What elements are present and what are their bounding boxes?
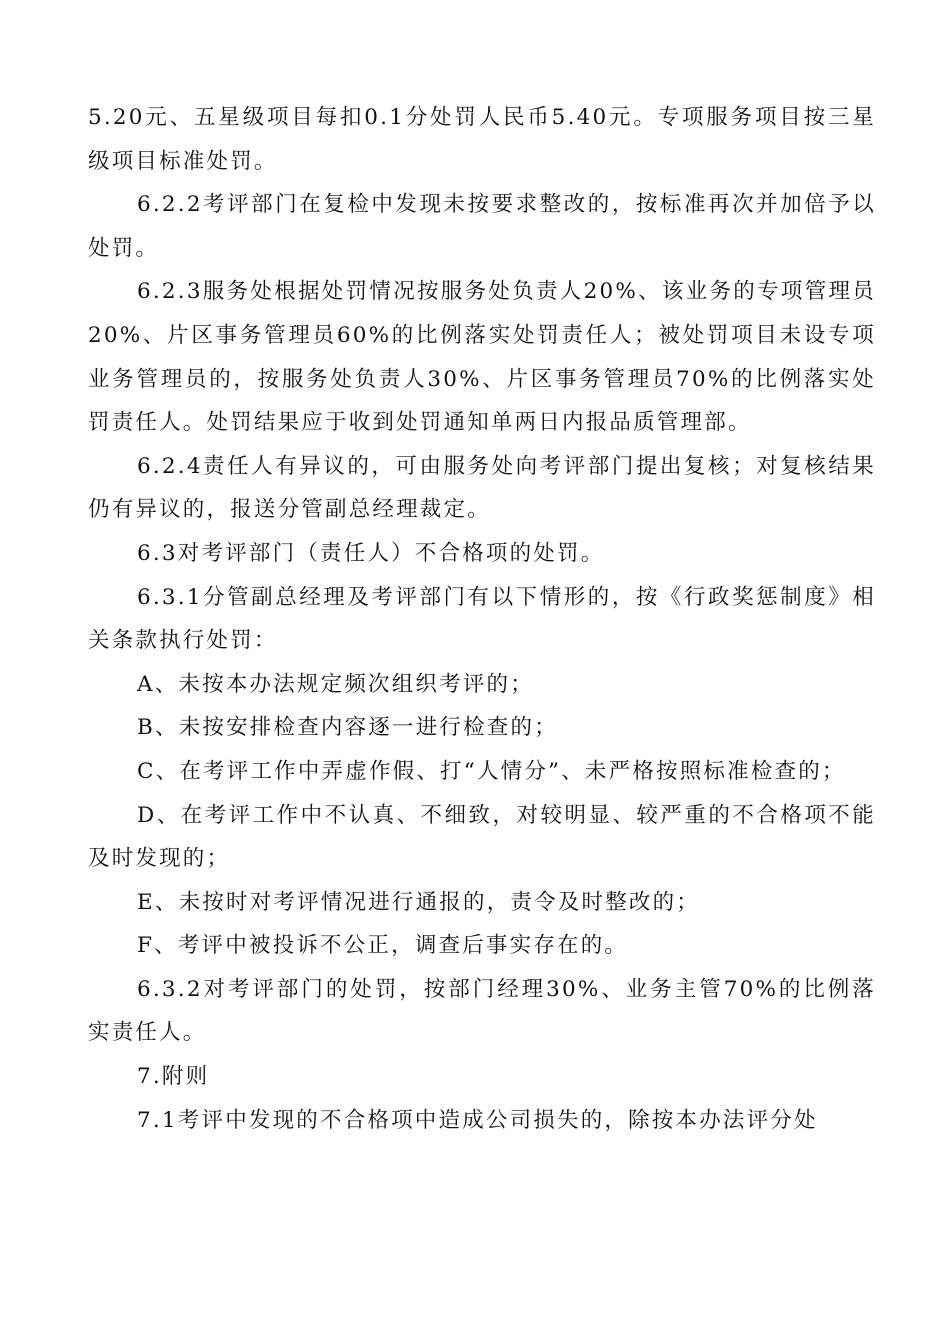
list-item-f: F、考评中被投诉不公正，调查后事实存在的。 [137,933,629,959]
paragraph-continuation: 5.20元、五星级项目每扣0.1分处罚人民币5.40元。专项服务项目按三星级项目标准处罚。 [88,105,876,174]
paragraph-6-3-2: 6.3.2对考评部门的处罚，按部门经理30%、业务主管70%的比例落实责任人。 [88,976,876,1046]
list-item-a: A、未按本办法规定频次组织考评的； [137,671,534,697]
paragraph-7-1: 7.1考评中发现的不合格项中造成公司损失的，除按本办法评分处 [137,1107,818,1133]
paragraph-6-2-4: 6.2.4责任人有异议的，可由服务处向考评部门提出复核；对复核结果仍有异议的，报送分管副总经理裁定。 [88,453,876,523]
list-item-d: D、在考评工作中不认真、不细致，对较明显、较严重的不合格项不能及时发现的； [88,802,876,872]
list-item-c: C、在考评工作中弄虚作假、打“人情分”、未严格按照标准检查的； [137,758,846,784]
document-body [88,96,876,1142]
paragraph-6-2-2: 6.2.2考评部门在复检中发现未按要求整改的，按标准再次并加倍予以处罚。 [88,192,876,261]
list-item-b: B、未按安排检查内容逐一进行检查的； [137,715,558,741]
paragraph-6-3: 6.3对考评部门（责任人）不合格项的处罚。 [137,540,605,566]
paragraph-6-3-1: 6.3.1分管副总经理及考评部门有以下情形的，按《行政奖惩制度》相关条款执行处罚： [88,584,876,654]
paragraph-6-2-3: 6.2.3服务处根据处罚情况按服务处负责人20%、该业务的专项管理员20%、片区事务管理员60%的比例落实处罚责任人；被处罚项目未设专项业务管理员的，按服务处负责人30%、片区事务管理员70%的比例落实处罚责任人。处罚结果应于收到处罚通知单两日内报品质管理部。 [88,279,876,436]
list-item-e: E、未按时对考评情况进行通报的，责令及时整改的； [137,889,700,915]
section-heading-7: 7.附则 [137,1064,210,1090]
